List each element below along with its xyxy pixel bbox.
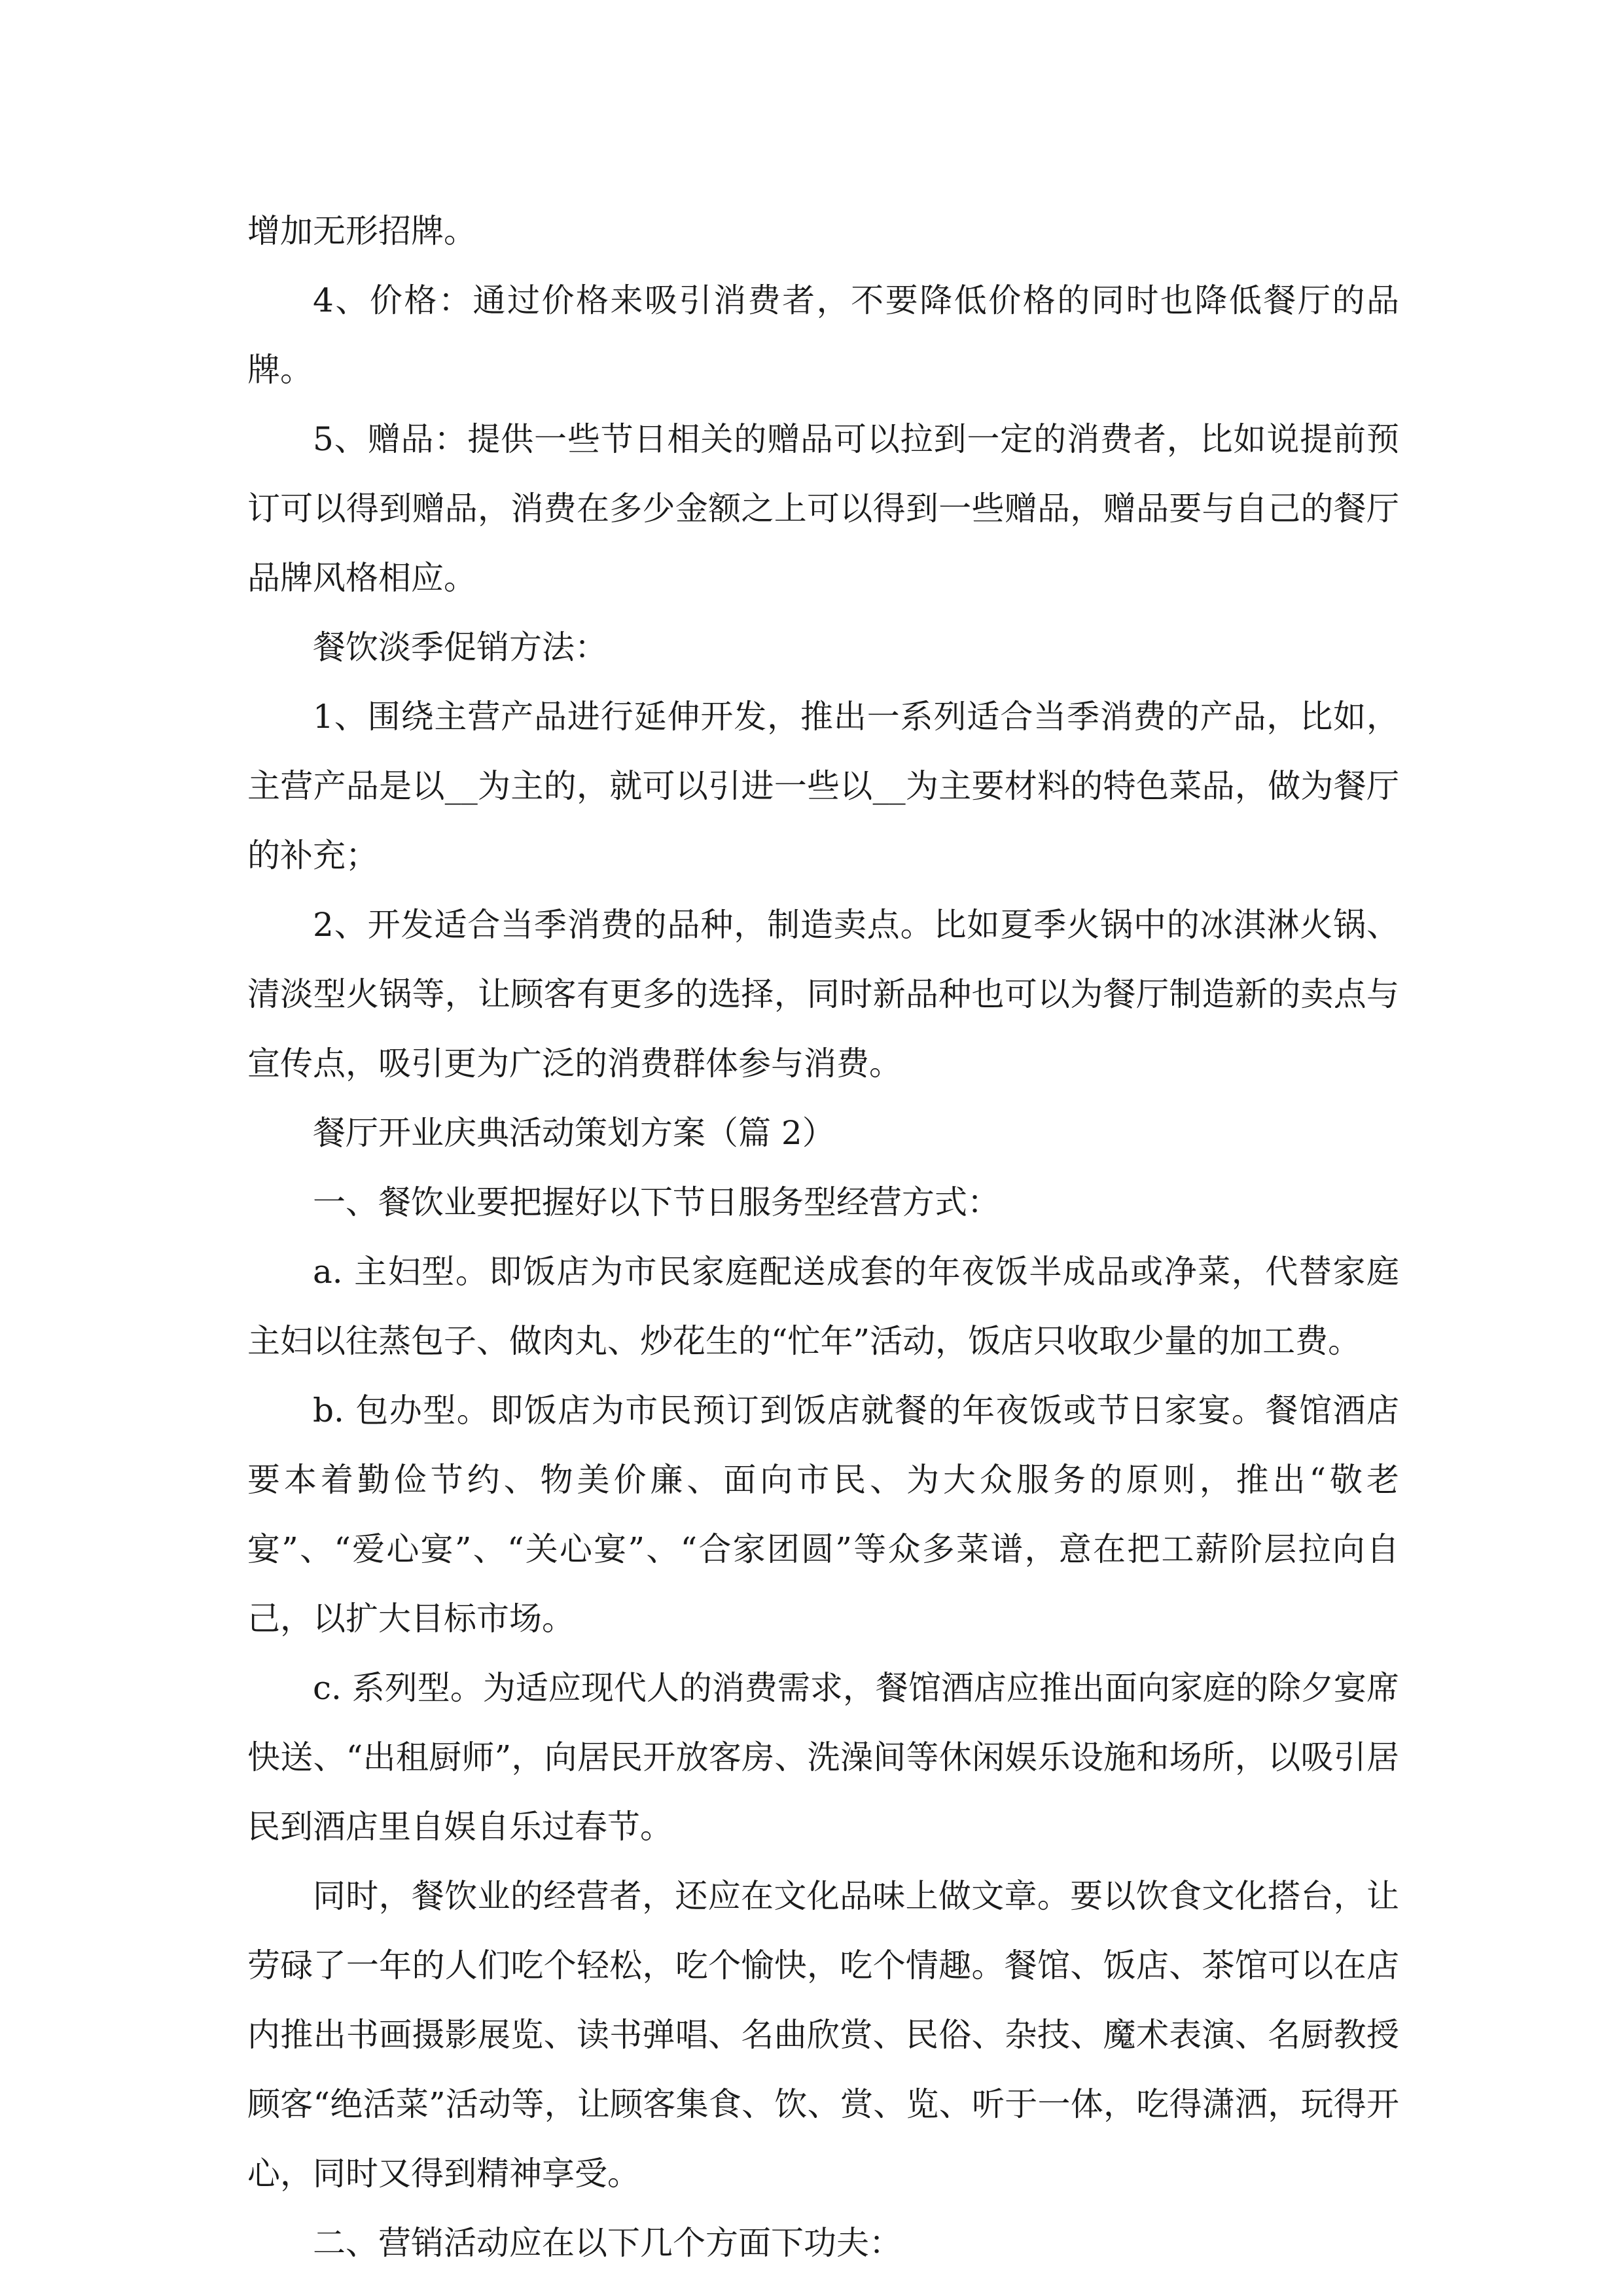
- paragraph-continuation: 增加无形招牌。: [247, 212, 476, 250]
- paragraph-gift: 5、赠品：提供一些节日相关的赠品可以拉到一定的消费者，比如说提前预订可以得到赠品，消费在多少金额之上可以得到一些赠品，赠品要与自己的餐厅品牌风格相应。: [247, 420, 1399, 597]
- heading-section-one: 一、餐饮业要把握好以下节日服务型经营方式：: [313, 1183, 1000, 1221]
- paragraph-package-type: b. 包办型。即饭店为市民预订到饭店就餐的年夜饭或节日家宴。餐馆酒店要本着勤俭节约、物美价廉、面向市民、为大众服务的原则，推出“敬老宴”、“爱心宴”、“关心宴”、“合家团圆”等众多菜谱，意在把工薪阶层拉向自己，以扩大目标市场。: [247, 1391, 1399, 1638]
- paragraph-price: 4、价格：通过价格来吸引消费者，不要降低价格的同时也降低餐厅的品牌。: [247, 281, 1399, 389]
- heading-plan-part-2: 餐厅开业庆典活动策划方案（篇 2）: [313, 1114, 835, 1152]
- paragraph-housewife-type: a. 主妇型。即饭店为市民家庭配送成套的年夜饭半成品或净菜，代替家庭主妇以往蒸包子、做肉丸、炒花生的“忙年”活动，饭店只收取少量的加工费。: [247, 1253, 1399, 1360]
- heading-section-two: 二、营销活动应在以下几个方面下功夫：: [313, 2224, 902, 2262]
- paragraph-extend-products: 1、围绕主营产品进行延伸开发，推出一系列适合当季消费的产品，比如，主营产品是以__为主的，就可以引进一些以__为主要材料的特色菜品，做为餐厅的补充；: [247, 698, 1399, 874]
- document-body: [247, 196, 1399, 2278]
- paragraph-culture: 同时，餐饮业的经营者，还应在文化品味上做文章。要以饮食文化搭台，让劳碌了一年的人们吃个轻松，吃个愉快，吃个情趣。餐馆、饭店、茶馆可以在店内推出书画摄影展览、读书弹唱、名曲欣赏、民俗、杂技、魔术表演、名厨教授顾客“绝活菜”活动等，让顾客集食、饮、赏、览、听于一体，吃得潇洒，玩得开心，同时又得到精神享受。: [247, 1877, 1399, 2193]
- paragraph-series-type: c. 系列型。为适应现代人的消费需求，餐馆酒店应推出面向家庭的除夕宴席快送、“出租厨师”，向居民开放客房、洗澡间等休闲娱乐设施和场所，以吸引居民到酒店里自娱自乐过春节。: [247, 1669, 1399, 1846]
- paragraph-develop-varieties: 2、开发适合当季消费的品种，制造卖点。比如夏季火锅中的冰淇淋火锅、清淡型火锅等，让顾客有更多的选择，同时新品种也可以为餐厅制造新的卖点与宣传点，吸引更为广泛的消费群体参与消费。: [247, 906, 1399, 1083]
- heading-off-season-promotion: 餐饮淡季促销方法：: [313, 628, 607, 666]
